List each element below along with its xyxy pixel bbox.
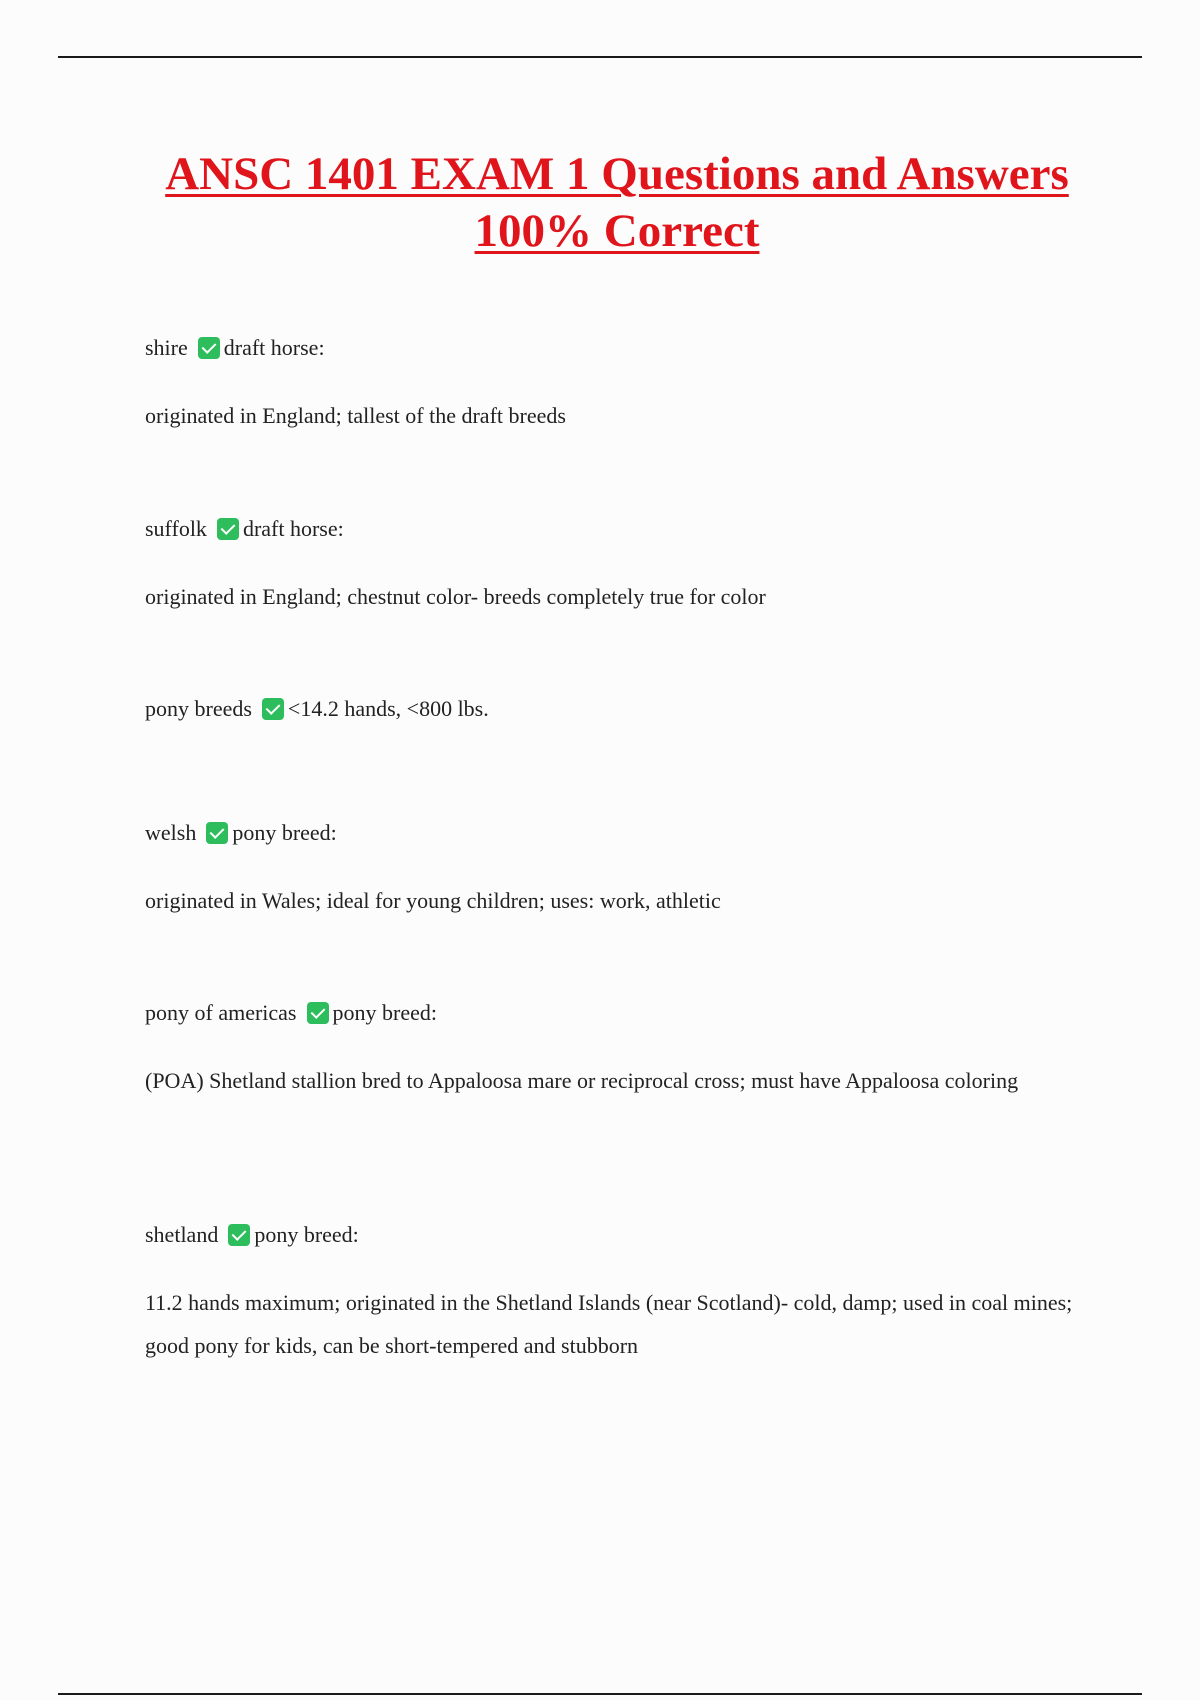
- answer-text: 11.2 hands maximum; originated in the Shetland Islands (near Scotland)- cold, damp; used in coal mines; good pony for kids, can be short-tempered and stubborn: [145, 1290, 1073, 1358]
- term: pony breeds: [145, 696, 252, 721]
- term: shetland: [145, 1222, 219, 1247]
- definition-lead: pony breed:: [332, 1000, 437, 1025]
- footer-rule: [58, 1693, 1142, 1695]
- definition-lead: draft horse:: [242, 516, 344, 541]
- answer-text: originated in Wales; ideal for young children; uses: work, athletic: [145, 888, 721, 913]
- qa-item-shire: [145, 333, 1085, 437]
- question-line: [145, 514, 1085, 544]
- question-line: [145, 998, 1085, 1028]
- answer-text: (POA) Shetland stallion bred to Appaloosa mare or reciprocal cross; must have Appaloosa coloring: [145, 1068, 1019, 1093]
- term: pony of americas: [145, 1000, 297, 1025]
- definition-lead: draft horse:: [223, 335, 325, 360]
- document-title: [100, 146, 1134, 260]
- check-mark-icon: [206, 822, 228, 844]
- term: welsh: [145, 820, 197, 845]
- header-rule: [58, 56, 1142, 58]
- qa-item-welsh: [145, 818, 1085, 922]
- title-line-2: 100% Correct: [474, 205, 760, 257]
- term: shire: [145, 335, 188, 360]
- check-mark-icon: [198, 337, 220, 359]
- answer-text: originated in England; tallest of the draft breeds: [145, 403, 566, 428]
- question-line: [145, 818, 1085, 848]
- question-line: [145, 694, 1085, 724]
- check-mark-icon: [217, 518, 239, 540]
- question-line: [145, 333, 1085, 363]
- qa-item-pony-of-americas: [145, 998, 1085, 1102]
- check-mark-icon: [262, 698, 284, 720]
- term: suffolk: [145, 516, 207, 541]
- check-mark-icon: [228, 1224, 250, 1246]
- title-line-1: ANSC 1401 EXAM 1 Questions and Answers: [165, 148, 1069, 200]
- definition-lead: pony breed:: [232, 820, 337, 845]
- check-mark-icon: [307, 1002, 329, 1024]
- qa-item-pony-breeds: [145, 694, 1085, 724]
- qa-item-shetland: [145, 1220, 1085, 1367]
- answer-text: originated in England; chestnut color- breeds completely true for color: [145, 584, 766, 609]
- qa-item-suffolk: [145, 514, 1085, 618]
- definition-lead: pony breed:: [254, 1222, 359, 1247]
- definition-lead: <14.2 hands, <800 lbs.: [287, 696, 489, 721]
- question-line: [145, 1220, 1085, 1250]
